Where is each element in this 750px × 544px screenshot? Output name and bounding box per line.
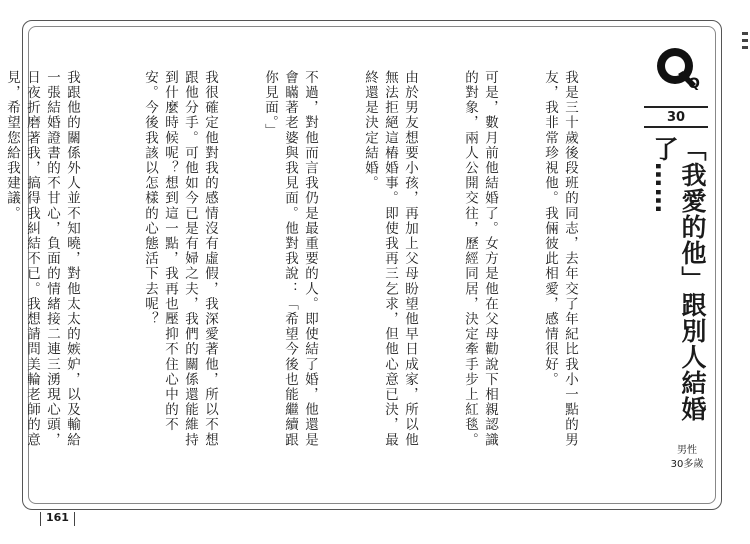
body-paragraph-1: 我是三十歲後段班的同志，去年交了年紀比我小一點的男友，我非常珍視他。我倆彼此相愛，感情很好。 xyxy=(542,70,578,448)
body-paragraph-6: 我跟他的關係外人並不知曉，對他太太的嫉妒，以及輸給一張結婚證書的不甘心，負面的情緒接二連三湧現心頭，日夜折磨著我，搞得我糾結不已。我想請問美輪老師的意見，希望您給我建議。 xyxy=(4,70,80,448)
page-number-divider-left xyxy=(40,512,41,526)
asker-gender: 男性 xyxy=(677,445,697,456)
body-paragraph-2: 可是，數月前他結婚了。女方是他在父母勸說下相親認識的對象，兩人公開交往，歷經同居，決定牽手步上紅毯。 xyxy=(462,70,498,448)
page-edge-mark xyxy=(741,30,750,73)
q-badge-letter: Q xyxy=(688,76,700,92)
page-number-divider-right xyxy=(74,512,75,526)
question-title: 「我愛的他」跟別人結婚了…… xyxy=(650,136,707,422)
page-number: 161 xyxy=(46,511,69,524)
body-paragraph-5: 我很確定他對我的感情沒有虛假，我深愛著他，所以不想跟他分手。可他如今已是有婦之夫，我們的關係還能維持到什麼時候呢？想到這一點，我再也壓抑不住心中的不安。今後我該以怎樣的心態活下去呢？ xyxy=(142,70,218,448)
letter-body xyxy=(4,70,620,460)
body-paragraph-4: 不過，對他而言我仍是最重要的人。即使結了婚，他還是會瞞著老婆與我見面。他對我說：「希望今後也能繼續跟你見面。」 xyxy=(262,70,318,448)
question-header xyxy=(644,44,714,484)
body-paragraph-3: 由於男友想要小孩，再加上父母盼望他早日成家，所以他無法拒絕這樁婚事。即使我再三乞求，但他心意已決，最終還是決定結婚。 xyxy=(362,70,418,448)
asker-age: 30多歲 xyxy=(670,459,704,470)
question-number: 30 xyxy=(644,106,708,128)
asker-profile xyxy=(662,444,712,472)
q-badge-icon xyxy=(652,44,702,94)
